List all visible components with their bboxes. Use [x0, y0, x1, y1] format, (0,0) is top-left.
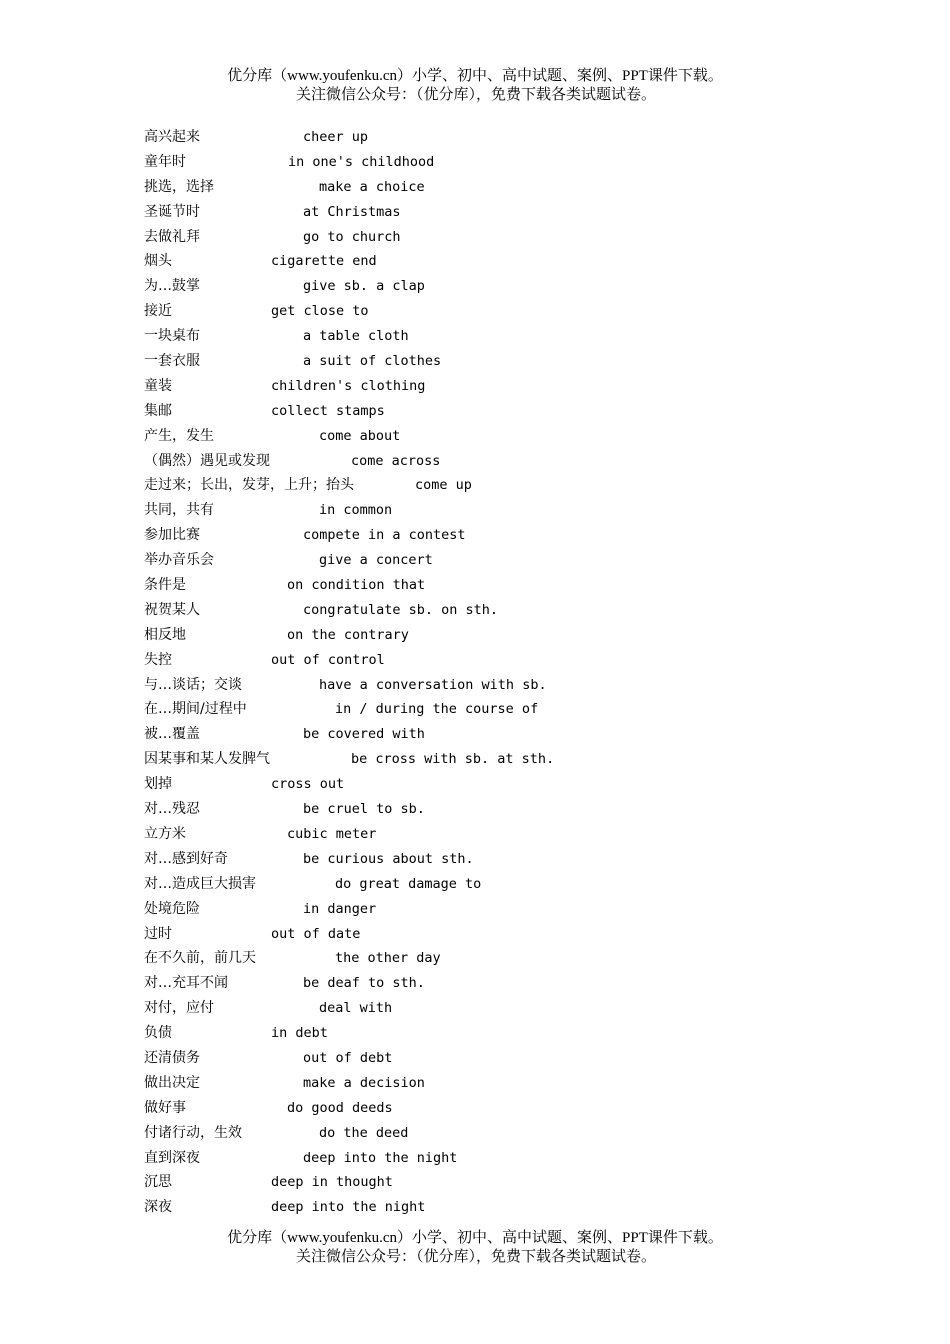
vocab-entry: [144, 200, 864, 225]
english-phrase: a table cloth: [303, 328, 409, 345]
vocab-entry: [144, 1071, 864, 1096]
vocab-entry: [144, 249, 864, 274]
chinese-term: 高兴起来: [144, 129, 200, 145]
vocab-entry: [144, 996, 864, 1021]
english-phrase: get close to: [271, 303, 369, 320]
english-phrase: do great damage to: [335, 875, 482, 892]
vocab-entry: [144, 946, 864, 971]
english-phrase: congratulate sb. on sth.: [303, 601, 499, 618]
vocab-entry: [144, 374, 864, 399]
chinese-term: 童年时: [144, 153, 186, 170]
english-phrase: be cruel to sb.: [303, 801, 425, 818]
english-phrase: children's clothing: [271, 377, 426, 394]
page-footer: [0, 1229, 950, 1267]
chinese-term: 直到深夜: [144, 1149, 200, 1166]
english-phrase: on the contrary: [287, 626, 409, 643]
chinese-term: 一块桌布: [144, 328, 200, 345]
chinese-term: 对…残忍: [144, 801, 200, 818]
vocab-entry: [144, 573, 864, 598]
english-phrase: be covered with: [303, 726, 425, 743]
english-phrase: out of debt: [303, 1049, 393, 1066]
english-phrase: deep into the night: [271, 1199, 426, 1216]
chinese-term: 挑选，选择: [144, 178, 214, 195]
chinese-term: 一套衣服: [144, 353, 200, 370]
english-phrase: have a conversation with sb.: [319, 676, 547, 693]
page-header: [0, 67, 950, 105]
vocab-entry: [144, 872, 864, 897]
chinese-term: 立方米: [144, 825, 186, 842]
chinese-term: 走过来；长出，发芽，上升；抬头: [144, 477, 354, 494]
chinese-term: 被…覆盖: [144, 726, 200, 743]
english-phrase: give sb. a clap: [303, 278, 425, 295]
chinese-term: 相反地: [144, 626, 186, 643]
english-phrase: cheer up: [303, 129, 369, 145]
english-phrase: cigarette end: [271, 253, 377, 270]
vocab-entry: [144, 747, 864, 772]
english-phrase: a suit of clothes: [303, 353, 442, 370]
english-phrase: the other day: [335, 950, 441, 967]
english-phrase: make a decision: [303, 1074, 425, 1091]
vocab-entry: [144, 1146, 864, 1171]
english-phrase: come about: [319, 427, 401, 444]
chinese-term: 负债: [144, 1025, 172, 1042]
english-phrase: be cross with sb. at sth.: [351, 751, 555, 768]
vocab-entry: [144, 1121, 864, 1146]
vocab-entry: [144, 225, 864, 250]
chinese-term: 对…感到好奇: [144, 850, 228, 867]
vocab-entry: [144, 1195, 864, 1220]
vocab-entry: [144, 648, 864, 673]
vocab-entry: [144, 175, 864, 200]
chinese-term: 与…谈话；交谈: [144, 676, 242, 693]
vocab-entry: [144, 399, 864, 424]
english-phrase: on condition that: [287, 577, 426, 594]
vocab-entry: [144, 797, 864, 822]
english-phrase: in danger: [303, 900, 377, 917]
vocab-entry: [144, 623, 864, 648]
chinese-term: 做好事: [144, 1099, 186, 1116]
english-phrase: cubic meter: [287, 825, 377, 842]
english-phrase: compete in a contest: [303, 527, 466, 544]
vocab-entry: [144, 150, 864, 175]
english-phrase: out of date: [271, 925, 361, 942]
vocab-entry: [144, 1021, 864, 1046]
vocab-entry: [144, 971, 864, 996]
chinese-term: 举办音乐会: [144, 552, 214, 569]
chinese-term: 处境危险: [144, 900, 200, 917]
chinese-term: 失控: [144, 651, 172, 668]
vocab-entry: [144, 299, 864, 324]
english-phrase: in common: [319, 502, 393, 519]
english-phrase: make a choice: [319, 178, 425, 195]
vocab-entry: [144, 424, 864, 449]
chinese-term: 因某事和某人发脾气: [144, 751, 270, 768]
chinese-term: 对…造成巨大损害: [144, 875, 256, 892]
chinese-term: 过时: [144, 925, 172, 942]
english-phrase: come up: [415, 477, 472, 494]
chinese-term: 童装: [144, 377, 172, 394]
footer-line-1: 优分库（www.youfenku.cn）小学、初中、高中试题、案例、PPT课件下载。: [227, 1230, 723, 1246]
english-phrase: come across: [351, 452, 441, 469]
vocab-entry: [144, 125, 864, 150]
chinese-term: 参加比赛: [144, 527, 200, 544]
vocab-entry: [144, 498, 864, 523]
chinese-term: 为…鼓掌: [144, 278, 200, 295]
english-phrase: go to church: [303, 228, 401, 245]
vocab-entry: [144, 349, 864, 374]
header-line-2: 关注微信公众号：（优分库），免费下载各类试题试卷。: [295, 87, 656, 103]
chinese-term: 共同，共有: [144, 502, 214, 519]
chinese-term: 条件是: [144, 577, 186, 594]
english-phrase: do good deeds: [287, 1099, 393, 1116]
vocab-entry: [144, 772, 864, 797]
chinese-term: 沉思: [144, 1174, 172, 1191]
english-phrase: in debt: [271, 1025, 328, 1042]
english-phrase: do the deed: [319, 1124, 409, 1141]
chinese-term: 圣诞节时: [144, 203, 200, 220]
chinese-term: 做出决定: [144, 1074, 200, 1091]
chinese-term: 划掉: [144, 776, 172, 793]
chinese-term: 在…期间/过程中: [144, 701, 247, 718]
english-phrase: in / during the course of: [335, 701, 539, 718]
vocab-entry: [144, 598, 864, 623]
chinese-term: 去做礼拜: [144, 228, 200, 245]
english-phrase: be deaf to sth.: [303, 975, 425, 992]
english-phrase: out of control: [271, 651, 385, 668]
chinese-term: 产生，发生: [144, 427, 214, 444]
vocab-entry: [144, 274, 864, 299]
english-phrase: deal with: [319, 1000, 393, 1017]
vocab-entry: [144, 847, 864, 872]
chinese-term: 对付，应付: [144, 1000, 214, 1017]
english-phrase: at Christmas: [303, 203, 401, 220]
chinese-term: 还清债务: [144, 1049, 200, 1066]
vocab-entry: [144, 473, 864, 498]
english-phrase: be curious about sth.: [303, 850, 474, 867]
vocab-entry: [144, 1170, 864, 1195]
vocab-entry: [144, 722, 864, 747]
english-phrase: deep into the night: [303, 1149, 458, 1166]
vocab-entry: [144, 822, 864, 847]
chinese-term: 在不久前，前几天: [144, 950, 256, 967]
vocab-entry: [144, 548, 864, 573]
english-phrase: collect stamps: [271, 402, 385, 419]
chinese-term: 祝贺某人: [144, 601, 200, 618]
chinese-term: 深夜: [144, 1199, 172, 1216]
english-phrase: deep in thought: [271, 1174, 393, 1191]
chinese-term: 接近: [144, 303, 172, 320]
vocab-entry: [144, 449, 864, 474]
vocab-entry: [144, 523, 864, 548]
english-phrase: in one's childhood: [288, 153, 435, 170]
vocab-entry: [144, 697, 864, 722]
footer-line-2: 关注微信公众号：（优分库），免费下载各类试题试卷。: [295, 1249, 656, 1265]
english-phrase: give a concert: [319, 552, 433, 569]
header-line-1: 优分库（www.youfenku.cn）小学、初中、高中试题、案例、PPT课件下载。: [227, 68, 723, 84]
english-phrase: cross out: [271, 776, 345, 793]
vocab-entry: [144, 922, 864, 947]
vocabulary-list: [144, 125, 864, 1220]
chinese-term: 烟头: [144, 253, 172, 270]
vocab-entry: [144, 673, 864, 698]
chinese-term: 集邮: [144, 402, 172, 419]
chinese-term: （偶然）遇见或发现: [144, 452, 270, 469]
vocab-entry: [144, 1046, 864, 1071]
vocab-entry: [144, 897, 864, 922]
chinese-term: 对…充耳不闻: [144, 975, 228, 992]
vocab-entry: [144, 1096, 864, 1121]
vocab-entry: [144, 324, 864, 349]
chinese-term: 付诸行动，生效: [144, 1124, 242, 1141]
